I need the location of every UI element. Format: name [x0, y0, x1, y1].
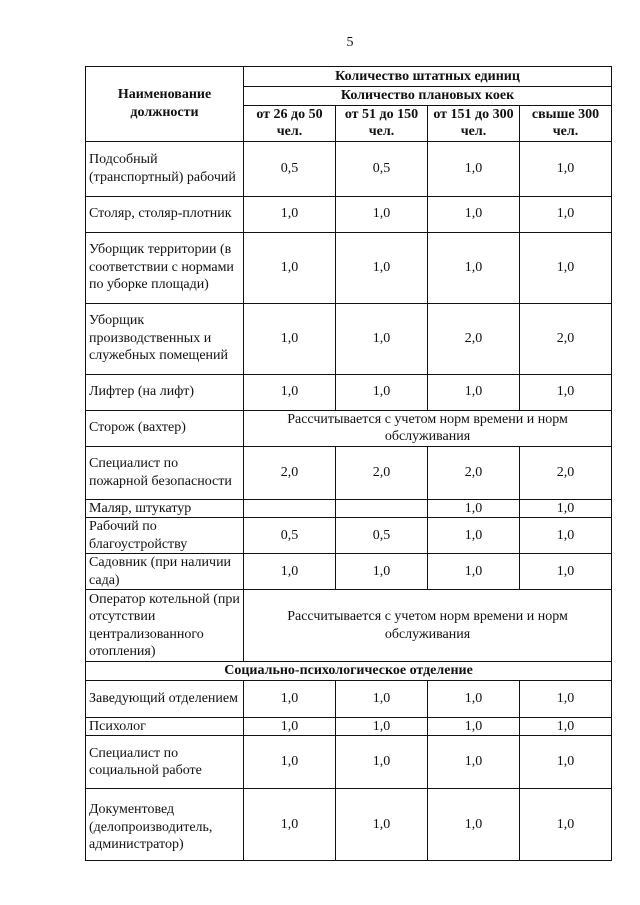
row-value: 0,5: [244, 518, 336, 554]
row-value: 2,0: [244, 446, 336, 499]
header-staff-units: Количество штатных единиц: [244, 67, 612, 87]
row-name: Заведующий отделением: [86, 680, 244, 717]
row-name: Уборщик производственных и служебных помещений: [86, 303, 244, 374]
row-value: 1,0: [428, 374, 520, 410]
row-span-text: Рассчитывается с учетом норм времени и норм обслуживания: [244, 590, 612, 662]
row-value: 1,0: [428, 141, 520, 196]
row-name: Садовник (при наличии сада): [86, 554, 244, 590]
header-col-2: от 51 до 150 чел.: [336, 105, 428, 141]
table-row: [86, 232, 612, 303]
header-row-1: [86, 67, 612, 87]
row-value: 1,0: [428, 554, 520, 590]
row-name: Документовед (делопроизводитель, администратор): [86, 789, 244, 861]
row-value: 1,0: [336, 303, 428, 374]
row-value: 1,0: [428, 680, 520, 717]
row-value: 0,5: [336, 518, 428, 554]
row-value: 1,0: [520, 232, 612, 303]
row-value: 1,0: [336, 232, 428, 303]
table-row: [86, 518, 612, 554]
table-row: [86, 499, 612, 518]
row-name: Рабочий по благоустройству: [86, 518, 244, 554]
staffing-table: [85, 66, 612, 861]
row-value: 1,0: [336, 717, 428, 736]
header-col-4: свыше 300 чел.: [520, 105, 612, 141]
row-value: 1,0: [428, 518, 520, 554]
row-span-text: Рассчитывается с учетом норм времени и норм обслуживания: [244, 410, 612, 446]
row-value: 1,0: [520, 736, 612, 789]
row-value: 1,0: [520, 789, 612, 861]
row-value: 1,0: [336, 736, 428, 789]
row-value: 1,0: [428, 499, 520, 518]
table-row: [86, 789, 612, 861]
row-name: Столяр, столяр-плотник: [86, 196, 244, 232]
row-value: 1,0: [520, 680, 612, 717]
row-value: 1,0: [428, 789, 520, 861]
header-position-title: Наименование должности: [86, 67, 244, 142]
section-header-row: [86, 662, 612, 681]
table-row: [86, 141, 612, 196]
row-value: 2,0: [336, 446, 428, 499]
header-col-1: от 26 до 50 чел.: [244, 105, 336, 141]
row-value: 1,0: [336, 680, 428, 717]
row-name: Уборщик территории (в соответствии с нормами по уборке площади): [86, 232, 244, 303]
row-value: 1,0: [428, 196, 520, 232]
row-name: Оператор котельной (при отсутствии централизованного отопления): [86, 590, 244, 662]
table-row: [86, 196, 612, 232]
row-value: 1,0: [520, 374, 612, 410]
header-col-3: от 151 до 300 чел.: [428, 105, 520, 141]
header-beds: Количество плановых коек: [244, 87, 612, 106]
row-value: 1,0: [520, 554, 612, 590]
row-value: 1,0: [244, 303, 336, 374]
row-name: Лифтер (на лифт): [86, 374, 244, 410]
table-row: [86, 680, 612, 717]
row-value: 1,0: [336, 196, 428, 232]
row-name: Психолог: [86, 717, 244, 736]
row-value: 1,0: [244, 196, 336, 232]
row-value: 1,0: [520, 141, 612, 196]
row-value: 2,0: [428, 446, 520, 499]
table-row: [86, 717, 612, 736]
section-title: Социально-психологическое отделение: [86, 662, 612, 681]
table-row: [86, 554, 612, 590]
row-value: 1,0: [244, 717, 336, 736]
row-name: Специалист по социальной работе: [86, 736, 244, 789]
table-row: [86, 303, 612, 374]
row-value: 1,0: [428, 736, 520, 789]
row-value: [336, 499, 428, 518]
row-name: Подсобный (транспортный) рабочий: [86, 141, 244, 196]
row-value: 1,0: [428, 232, 520, 303]
row-name: Сторож (вахтер): [86, 410, 244, 446]
row-value: 1,0: [244, 554, 336, 590]
row-value: 1,0: [428, 717, 520, 736]
row-name: Маляр, штукатур: [86, 499, 244, 518]
table-row: [86, 736, 612, 789]
row-name: Специалист по пожарной безопасности: [86, 446, 244, 499]
row-value: 1,0: [336, 374, 428, 410]
row-value: 1,0: [520, 196, 612, 232]
row-value: 1,0: [244, 736, 336, 789]
row-value: 1,0: [520, 717, 612, 736]
row-value: 1,0: [244, 680, 336, 717]
row-value: 1,0: [244, 374, 336, 410]
row-value: 1,0: [520, 499, 612, 518]
row-value: 2,0: [428, 303, 520, 374]
row-value: 1,0: [244, 789, 336, 861]
row-value: 0,5: [244, 141, 336, 196]
table-row: [86, 374, 612, 410]
table-row: [86, 410, 612, 446]
page-number: 5: [346, 35, 354, 50]
row-value: 2,0: [520, 446, 612, 499]
row-value: 1,0: [244, 232, 336, 303]
row-value: 1,0: [520, 518, 612, 554]
table-row: [86, 446, 612, 499]
row-value: 0,5: [336, 141, 428, 196]
row-value: [244, 499, 336, 518]
row-value: 2,0: [520, 303, 612, 374]
table-row: [86, 590, 612, 662]
row-value: 1,0: [336, 554, 428, 590]
row-value: 1,0: [336, 789, 428, 861]
